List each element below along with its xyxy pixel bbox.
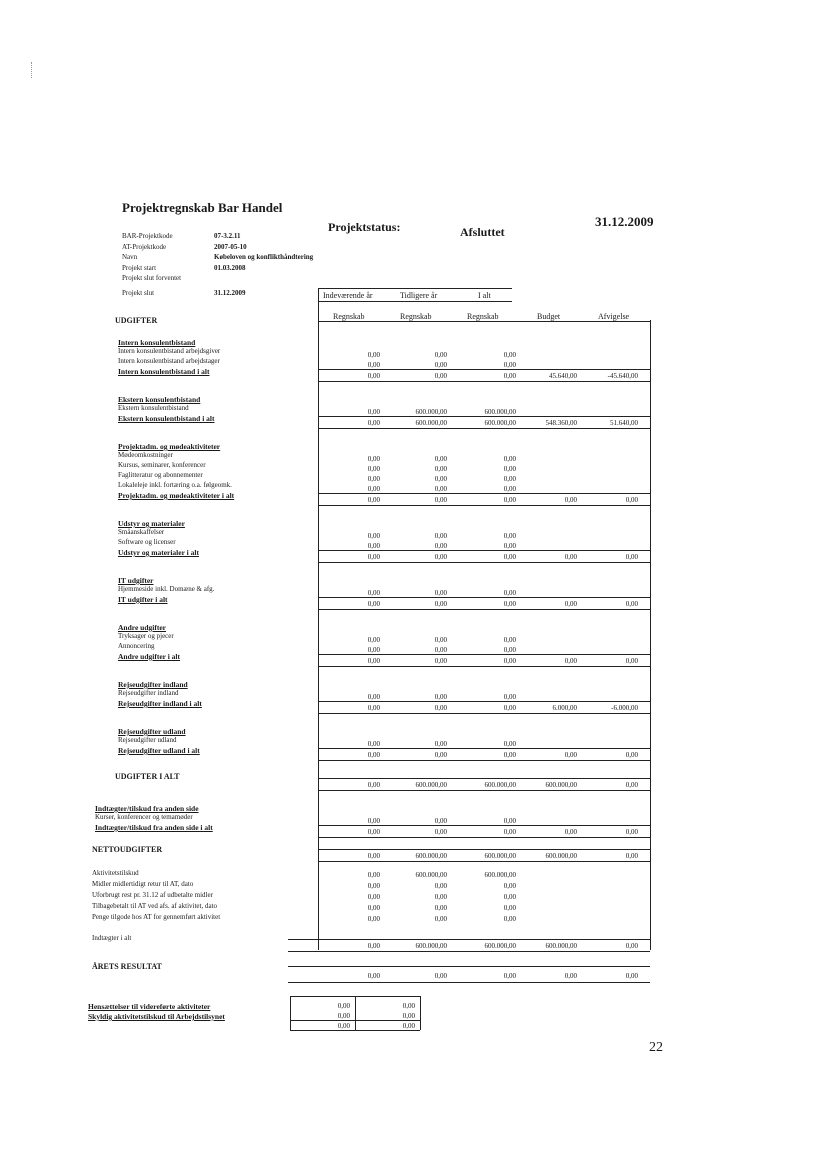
rule-line [318,369,650,370]
amount-cell: 0,00 [434,553,447,561]
line-label: Kursus, seminarer, konferencer [118,461,206,469]
amount-cell: 0,00 [625,600,638,608]
amount-cell: 0,00 [367,817,380,825]
amount-cell: 0,00 [564,496,577,504]
amount-cell: 0,00 [564,553,577,561]
amount-cell: 0,00 [367,915,380,923]
line-label: Lokaleleje inkl. fortæring o.a. følgeomk. [118,481,232,489]
amount-cell: 0,00 [434,904,447,912]
amount-cell: 0,00 [402,1002,415,1010]
amount-cell: 600.000,00 [415,781,447,789]
amount-cell: 600.000,00 [484,419,516,427]
col-header-current: Indeværende år [323,291,373,300]
amount-cell: 0,00 [434,893,447,901]
amount-cell: 0,00 [367,475,380,483]
rule-line [318,701,650,702]
amount-cell: 0,00 [625,751,638,759]
amount-cell: 0,00 [434,600,447,608]
amount-cell: 548.360,00 [545,419,577,427]
project-meta [122,231,313,298]
status-value: Afsluttet [460,225,505,239]
section-heading: Projektadm. og mødeaktiviteter [118,442,221,451]
amount-cell: 0,00 [434,542,447,550]
amount-cell: 0,00 [503,828,516,836]
page-number: 22 [649,1040,663,1055]
section-total-label: Indtægter/tilskud fra anden side i alt [95,823,213,832]
amount-cell: 0,00 [503,542,516,550]
rule-line [318,416,650,417]
amount-cell: 0,00 [402,1012,415,1020]
amount-cell: 51.640,00 [610,419,638,427]
amount-cell: 0,00 [434,817,447,825]
meta-value: 2007-05-10 [214,242,247,251]
amount-cell: 0,00 [625,657,638,665]
amount-cell: 0,00 [367,372,380,380]
rule-line [318,790,650,791]
section-total-label: Intern konsulentbistand i alt [118,367,210,376]
amount-cell: 0,00 [503,704,516,712]
amount-cell: 0,00 [367,636,380,644]
amount-cell: 0,00 [625,942,638,950]
amount-cell: 0,00 [434,704,447,712]
amount-cell: 0,00 [367,600,380,608]
amount-cell: 0,00 [564,657,577,665]
amount-cell: 600.000,00 [484,781,516,789]
amount-cell: 600.000,00 [484,871,516,879]
report-date: 31.12.2009 [595,214,654,229]
amount-cell: 0,00 [402,1022,415,1030]
annual-result-label: ÅRETS RESULTAT [92,962,162,971]
section-heading: IT udgifter [118,576,154,585]
rule-line [318,428,650,429]
meta-row [122,263,313,274]
amount-cell: 0,00 [503,553,516,561]
rule-line [318,321,650,322]
section-heading: Rejseudgifter indland [118,680,188,689]
amount-cell: 0,00 [367,781,380,789]
col-subheader: Regnskab [333,312,365,321]
amount-cell: 0,00 [434,751,447,759]
rule-line [318,493,650,494]
rule-line [288,966,650,967]
amount-cell: 0,00 [503,646,516,654]
amount-cell: 0,00 [367,419,380,427]
amount-cell: 0,00 [367,496,380,504]
meta-row [122,252,313,263]
amount-cell: 0,00 [564,972,577,980]
line-label: Tilbagebetalt til AT ved afs. af aktivitet, dato [92,902,218,910]
amount-cell: 0,00 [434,485,447,493]
amount-cell: 0,00 [434,693,447,701]
amount-cell: -45.640,00 [607,372,638,380]
amount-cell: 6.000,00 [552,704,577,712]
rule-line [318,609,650,610]
line-label: Tryksager og pjecer [118,632,174,640]
rule-line [288,951,650,952]
amount-cell: 0,00 [367,893,380,901]
meta-key: Navn [122,253,138,261]
amount-cell: 0,00 [434,372,447,380]
amount-cell: 0,00 [367,361,380,369]
line-label: Aktivitetstilskud [92,869,139,877]
col-subheader: Afvigelse [598,312,630,321]
rule-line [318,849,650,850]
rule-line [288,982,650,983]
rule-line [318,288,512,289]
amount-cell: 0,00 [367,882,380,890]
col-header-total: I alt [478,291,491,300]
rule-line [290,1020,420,1021]
amount-cell: 0,00 [367,972,380,980]
amount-cell: 0,00 [367,553,380,561]
amount-cell: 0,00 [503,915,516,923]
rule-line [318,505,650,506]
amount-cell: 0,00 [625,828,638,836]
rule-line [318,760,650,761]
rule-line [318,861,650,862]
total-expenses-label: UDGIFTER I ALT [115,772,180,781]
rule-line [318,748,650,749]
amount-cell: 0,00 [503,465,516,473]
amount-cell: 0,00 [367,542,380,550]
amount-cell: 0,00 [503,485,516,493]
meta-key: Projekt start [122,263,157,272]
amount-cell: 0,00 [434,828,447,836]
reserve-label: Skyldig aktivitetstilskud til Arbejdstilsynet [88,1012,225,1021]
amount-cell: 600.000,00 [415,871,447,879]
section-heading: Intern konsulentbistand [118,338,196,347]
section-total-label: Projektadm. og mødeaktiviteter i alt [118,491,235,500]
meta-value: 31.12.2009 [214,288,246,297]
amount-cell: 0,00 [434,455,447,463]
amount-cell: 0,00 [367,351,380,359]
amount-cell: 0,00 [367,646,380,654]
amount-cell: 0,00 [434,636,447,644]
section-heading: Andre udgifter [118,623,166,632]
amount-cell: 0,00 [367,693,380,701]
amount-cell: 0,00 [367,532,380,540]
amount-cell: 0,00 [564,828,577,836]
section-total-label: Ekstern konsulentbistand i alt [118,414,215,423]
line-label: Rejseudgifter indland [118,689,179,697]
amount-cell: 0,00 [367,751,380,759]
amount-cell: 0,00 [367,704,380,712]
amount-cell: 0,00 [434,646,447,654]
line-label: Annoncering [118,642,155,650]
meta-row [122,288,313,299]
amount-cell: 0,00 [434,882,447,890]
amount-cell: 0,00 [367,852,380,860]
amount-cell: 0,00 [503,636,516,644]
meta-key: Projekt slut forventet [122,274,182,282]
amount-cell: 0,00 [337,1002,350,1010]
amount-cell: 0,00 [367,871,380,879]
section-total-label: Udstyr og materialer i alt [118,548,199,557]
section-heading: Udstyr og materialer [118,519,185,528]
amount-cell: 600.000,00 [415,942,447,950]
rule-line [318,654,650,655]
meta-value: 07-3.2.11 [214,232,241,240]
amount-cell: 0,00 [367,942,380,950]
col-subheader: Regnskab [400,312,432,321]
amount-cell: 600.000,00 [484,852,516,860]
scan-mark [31,62,32,78]
amount-cell: 0,00 [503,361,516,369]
amount-cell: 0,00 [503,351,516,359]
line-label: Hjemmeside inkl. Domæne & afg. [118,585,215,593]
amount-cell: 0,00 [503,657,516,665]
amount-cell: 0,00 [367,485,380,493]
amount-cell: 600.000,00 [545,942,577,950]
amount-cell: 0,00 [503,817,516,825]
rule-line [288,939,650,940]
line-label: Ekstern konsulentbistand [118,404,189,412]
line-label: Intern konsulentbistand arbejdstager [118,357,220,365]
amount-cell: 600.000,00 [545,852,577,860]
rule-line [318,381,650,382]
line-label: Uforbrugt rest pr. 31.12 af udbetalte midler [92,891,213,899]
amount-cell: 0,00 [625,781,638,789]
amount-cell: 0,00 [503,904,516,912]
rule-line [318,597,650,598]
amount-cell: 600.000,00 [415,419,447,427]
line-label: Midler midlertidigt retur til AT, dato [92,880,194,888]
meta-row [122,231,313,242]
col-subheader: Budget [537,312,561,321]
section-total-label: Rejseudgifter indland i alt [118,699,202,708]
amount-cell: 600.000,00 [415,852,447,860]
rule-line [318,778,650,779]
amount-cell: -6.000,00 [611,704,638,712]
amount-cell: 0,00 [434,532,447,540]
amount-cell: 0,00 [503,740,516,748]
amount-cell: 0,00 [503,693,516,701]
amount-cell: 0,00 [337,1022,350,1030]
amount-cell: 0,00 [434,496,447,504]
rule-line [318,301,512,302]
amount-cell: 600.000,00 [484,942,516,950]
amount-cell: 0,00 [337,1012,350,1020]
amount-cell: 0,00 [367,657,380,665]
amount-cell: 0,00 [503,496,516,504]
line-label: Mødeomkostninger [118,451,173,459]
rule-line [650,320,651,950]
amount-cell: 45.640,00 [549,372,577,380]
amount-cell: 0,00 [625,852,638,860]
line-label: Intern konsulentbistand arbejdsgiver [118,347,221,355]
amount-cell: 0,00 [367,589,380,597]
amount-cell: 0,00 [367,408,380,416]
section-heading: Rejseudgifter udland [118,727,186,736]
amount-cell: 0,00 [434,589,447,597]
amount-cell: 0,00 [503,751,516,759]
amount-cell: 0,00 [564,600,577,608]
amount-cell: 0,00 [625,496,638,504]
rule-line [318,825,650,826]
amount-cell: 0,00 [434,351,447,359]
page-title: Projektregnskab Bar Handel [122,200,283,215]
amount-cell: 0,00 [625,553,638,561]
amount-cell: 0,00 [625,972,638,980]
col-header-previous: Tidligere år [400,291,438,300]
amount-cell: 0,00 [367,740,380,748]
section-heading: Indtægter/tilskud fra anden side [95,804,199,813]
net-expenses-label: NETTOUDGIFTER [92,845,163,854]
amount-cell: 0,00 [367,455,380,463]
meta-key: AT-Projektkode [122,242,167,251]
line-label: Småanskaffelser [118,528,165,536]
section-heading: Ekstern konsulentbistand [118,395,201,404]
amount-cell: 0,00 [434,972,447,980]
col-subheader: Regnskab [467,312,499,321]
amount-cell: 0,00 [503,589,516,597]
section-total-label: Rejseudgifter udland i alt [118,746,200,755]
amount-cell: 0,00 [564,751,577,759]
amount-cell: 0,00 [503,882,516,890]
rule-line [318,713,650,714]
line-label: Penge tilgode hos AT for gennemført aktivitet [92,913,221,921]
rule-line [318,562,650,563]
amount-cell: 0,00 [503,893,516,901]
line-label: Software og licenser [118,538,176,546]
amount-cell: 0,00 [503,372,516,380]
status-label: Projektstatus: [328,220,401,234]
section-total-label: Andre udgifter i alt [118,652,181,661]
amount-cell: 600.000,00 [545,781,577,789]
line-label: Rejseudgifter udland [118,736,177,744]
udgifter-heading: UDGIFTER [115,316,158,325]
rule-line [290,1030,420,1031]
amount-cell: 0,00 [434,361,447,369]
amount-cell: 0,00 [367,828,380,836]
amount-cell: 0,00 [503,455,516,463]
amount-cell: 0,00 [367,465,380,473]
amount-cell: 0,00 [367,904,380,912]
rule-line [318,837,650,838]
meta-value: Købeloven og konflikthåndtering [214,253,314,261]
amount-cell: 0,00 [503,972,516,980]
meta-key: BAR-Projektkode [122,232,173,240]
amount-cell: 0,00 [434,657,447,665]
reserve-label: Hensættelser til videreførte aktiviteter [88,1002,211,1011]
amount-cell: 600.000,00 [415,408,447,416]
line-label: Kurser, konferencer og temamøder [95,813,193,821]
amount-cell: 0,00 [503,600,516,608]
line-label: Faglitteratur og abonnementer [118,471,203,479]
amount-cell: 0,00 [434,475,447,483]
amount-cell: 0,00 [434,915,447,923]
section-total-label: IT udgifter i alt [118,595,168,604]
amount-cell: 0,00 [434,740,447,748]
meta-row [122,273,313,284]
meta-value: 01.03.2008 [214,263,246,272]
rule-line [318,288,319,950]
meta-row [122,242,313,253]
amount-cell: 0,00 [503,475,516,483]
income-total-label: Indtægter i alt [92,934,132,942]
rule-line [318,666,650,667]
meta-key: Projekt slut [122,288,155,297]
rule-line [420,996,421,1030]
amount-cell: 600.000,00 [484,408,516,416]
amount-cell: 0,00 [434,465,447,473]
rule-line [318,550,650,551]
amount-cell: 0,00 [503,532,516,540]
